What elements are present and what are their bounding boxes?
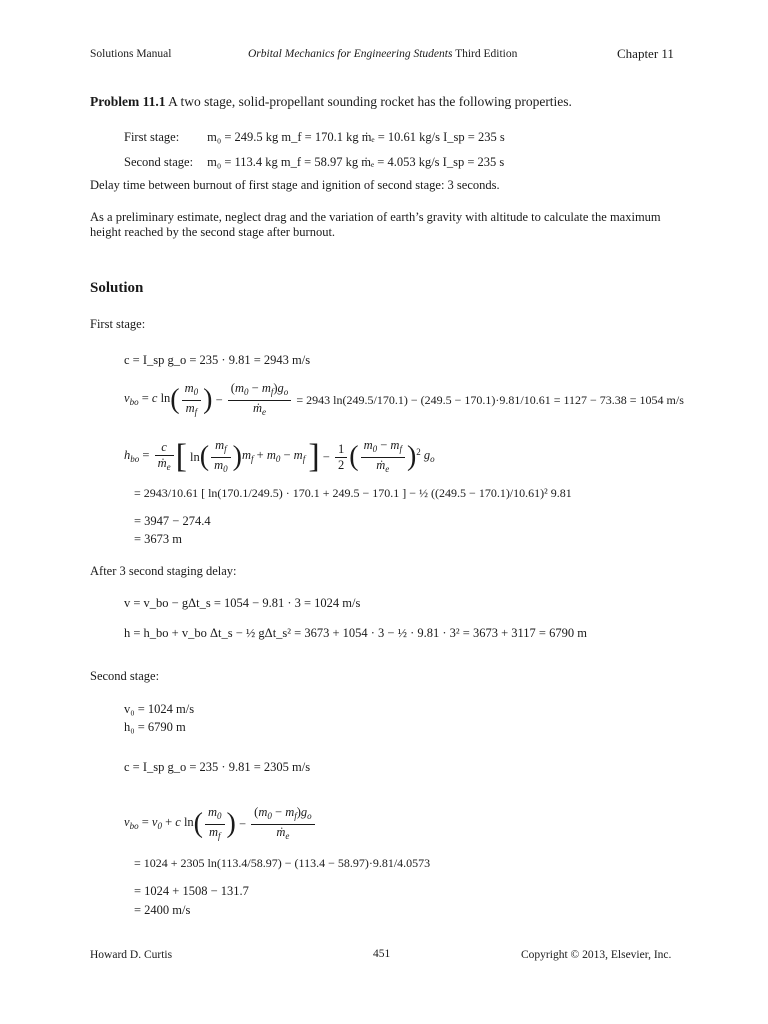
second-stage-line (124, 155, 504, 170)
footer-copyright: Copyright © 2013, Elsevier, Inc. (521, 949, 672, 961)
eq-burnout-velocity-2-line2: = 1024 + 2305 ln(113.4/58.97) − (113.4 − 58.97)·9.81/4.0573 (134, 856, 431, 870)
footer-author: Howard D. Curtis (90, 949, 173, 961)
first-stage-label: First stage: (124, 130, 180, 144)
footer-page-number: 451 (373, 948, 391, 960)
eq-initial-velocity-2: v₀ = 1024 m/s (124, 702, 195, 716)
eq-velocity-after-delay: v = v_bo − gΔt_s = 1054 − 9.81 · 3 = 1024 m/s (124, 596, 361, 610)
delay-text: Delay time between burnout of first stage and ignition of second stage: 3 seconds. (90, 178, 500, 192)
problem-text: A two stage, solid-propellant sounding rocket has the following properties. (165, 94, 572, 109)
eq-burnout-altitude-1-line3: = 3947 − 274.4 (134, 514, 211, 528)
header-book-title: Orbital Mechanics for Engineering Students (248, 48, 453, 60)
header-right: Chapter 11 (617, 46, 674, 61)
solution-heading: Solution (90, 280, 144, 296)
eq-initial-altitude-2: h₀ = 6790 m (124, 720, 186, 734)
eq-burnout-velocity-2-line3: = 1024 + 1508 − 131.7 (134, 884, 249, 898)
second-stage-props: m₀ = 113.4 kg m_f = 58.97 kg ṁₑ = 4.053 kg/s I_sp = 235 s (207, 155, 505, 169)
second-stage-label: Second stage: (124, 155, 194, 169)
problem-label: Problem 11.1 (90, 94, 166, 109)
first-stage-solution-label: First stage: (90, 317, 146, 331)
eq-burnout-altitude-1-line2: = 2943/10.61 [ ln(170.1/249.5) · 170.1 + 249.5 − 170.1 ] − ½ ((249.5 − 170.1)/10.61)² 9.81 (134, 486, 572, 500)
after-delay-label: After 3 second staging delay: (90, 564, 237, 578)
eq-exhaust-velocity-1: c = I_sp g_o = 235 · 9.81 = 2943 m/s (124, 353, 311, 367)
eq-altitude-after-delay: h = h_bo + v_bo Δt_s − ½ gΔt_s² = 3673 + 1054 · 3 − ½ · 9.81 · 3² = 3673 + 3117 = 6790 m (124, 626, 587, 640)
header-edition: Third Edition (452, 48, 518, 60)
header-center (248, 48, 517, 60)
eq-burnout-altitude-1: $h_{bo}$ = $\frac{c}{ṁ_e}$ [ ln( $\frac{m_f}{m_0}$ )$m_f + m_0 - m_f$ ] − $\frac{1}{2}$ ( $\frac{m_0 - m_f}{ṁ_e}$ )$^2$ $g_o$ (124, 437, 435, 476)
eq-burnout-altitude-1-line4: = 3673 m (134, 532, 183, 546)
prelim-text: As a preliminary estimate, neglect drag and the variation of earth’s gravity with altitude to calculate the maximum height reached by the second stage after burnout. (90, 210, 661, 239)
first-stage-props: m₀ = 249.5 kg m_f = 170.1 kg ṁₑ = 10.61 kg/s I_sp = 235 s (207, 130, 505, 144)
eq-burnout-velocity-1: $v_{bo} = c$ ln( $\frac{m_0}{m_f}$ ) − $\frac{(m_0 - m_f)g_o}{ṁ_e}$ = 2943 ln(249.5/170.1) − (249.5 − 170.1)·9.81/10.61 = 1127 − 73.38 = 1054 m/s (124, 380, 684, 417)
eq-exhaust-velocity-2: c = I_sp g_o = 235 · 9.81 = 2305 m/s (124, 760, 311, 774)
header-left: Solutions Manual (90, 48, 172, 60)
second-stage-solution-label: Second stage: (90, 669, 160, 683)
first-stage-line (124, 130, 505, 145)
eq-burnout-velocity-2: $v_{bo} = v_0 + c$ ln( $\frac{m_0}{m_f}$ ) − $\frac{(m_0 - m_f)g_o}{ṁ_e}$ (124, 800, 317, 844)
eq-burnout-velocity-2-line4: = 2400 m/s (134, 903, 191, 917)
eq-burnout-velocity-1-result: = 2943 ln(249.5/170.1) − (249.5 − 170.1)·9.81/10.61 = 1127 − 73.38 = 1054 m/s (296, 393, 684, 407)
problem-statement (90, 94, 572, 110)
